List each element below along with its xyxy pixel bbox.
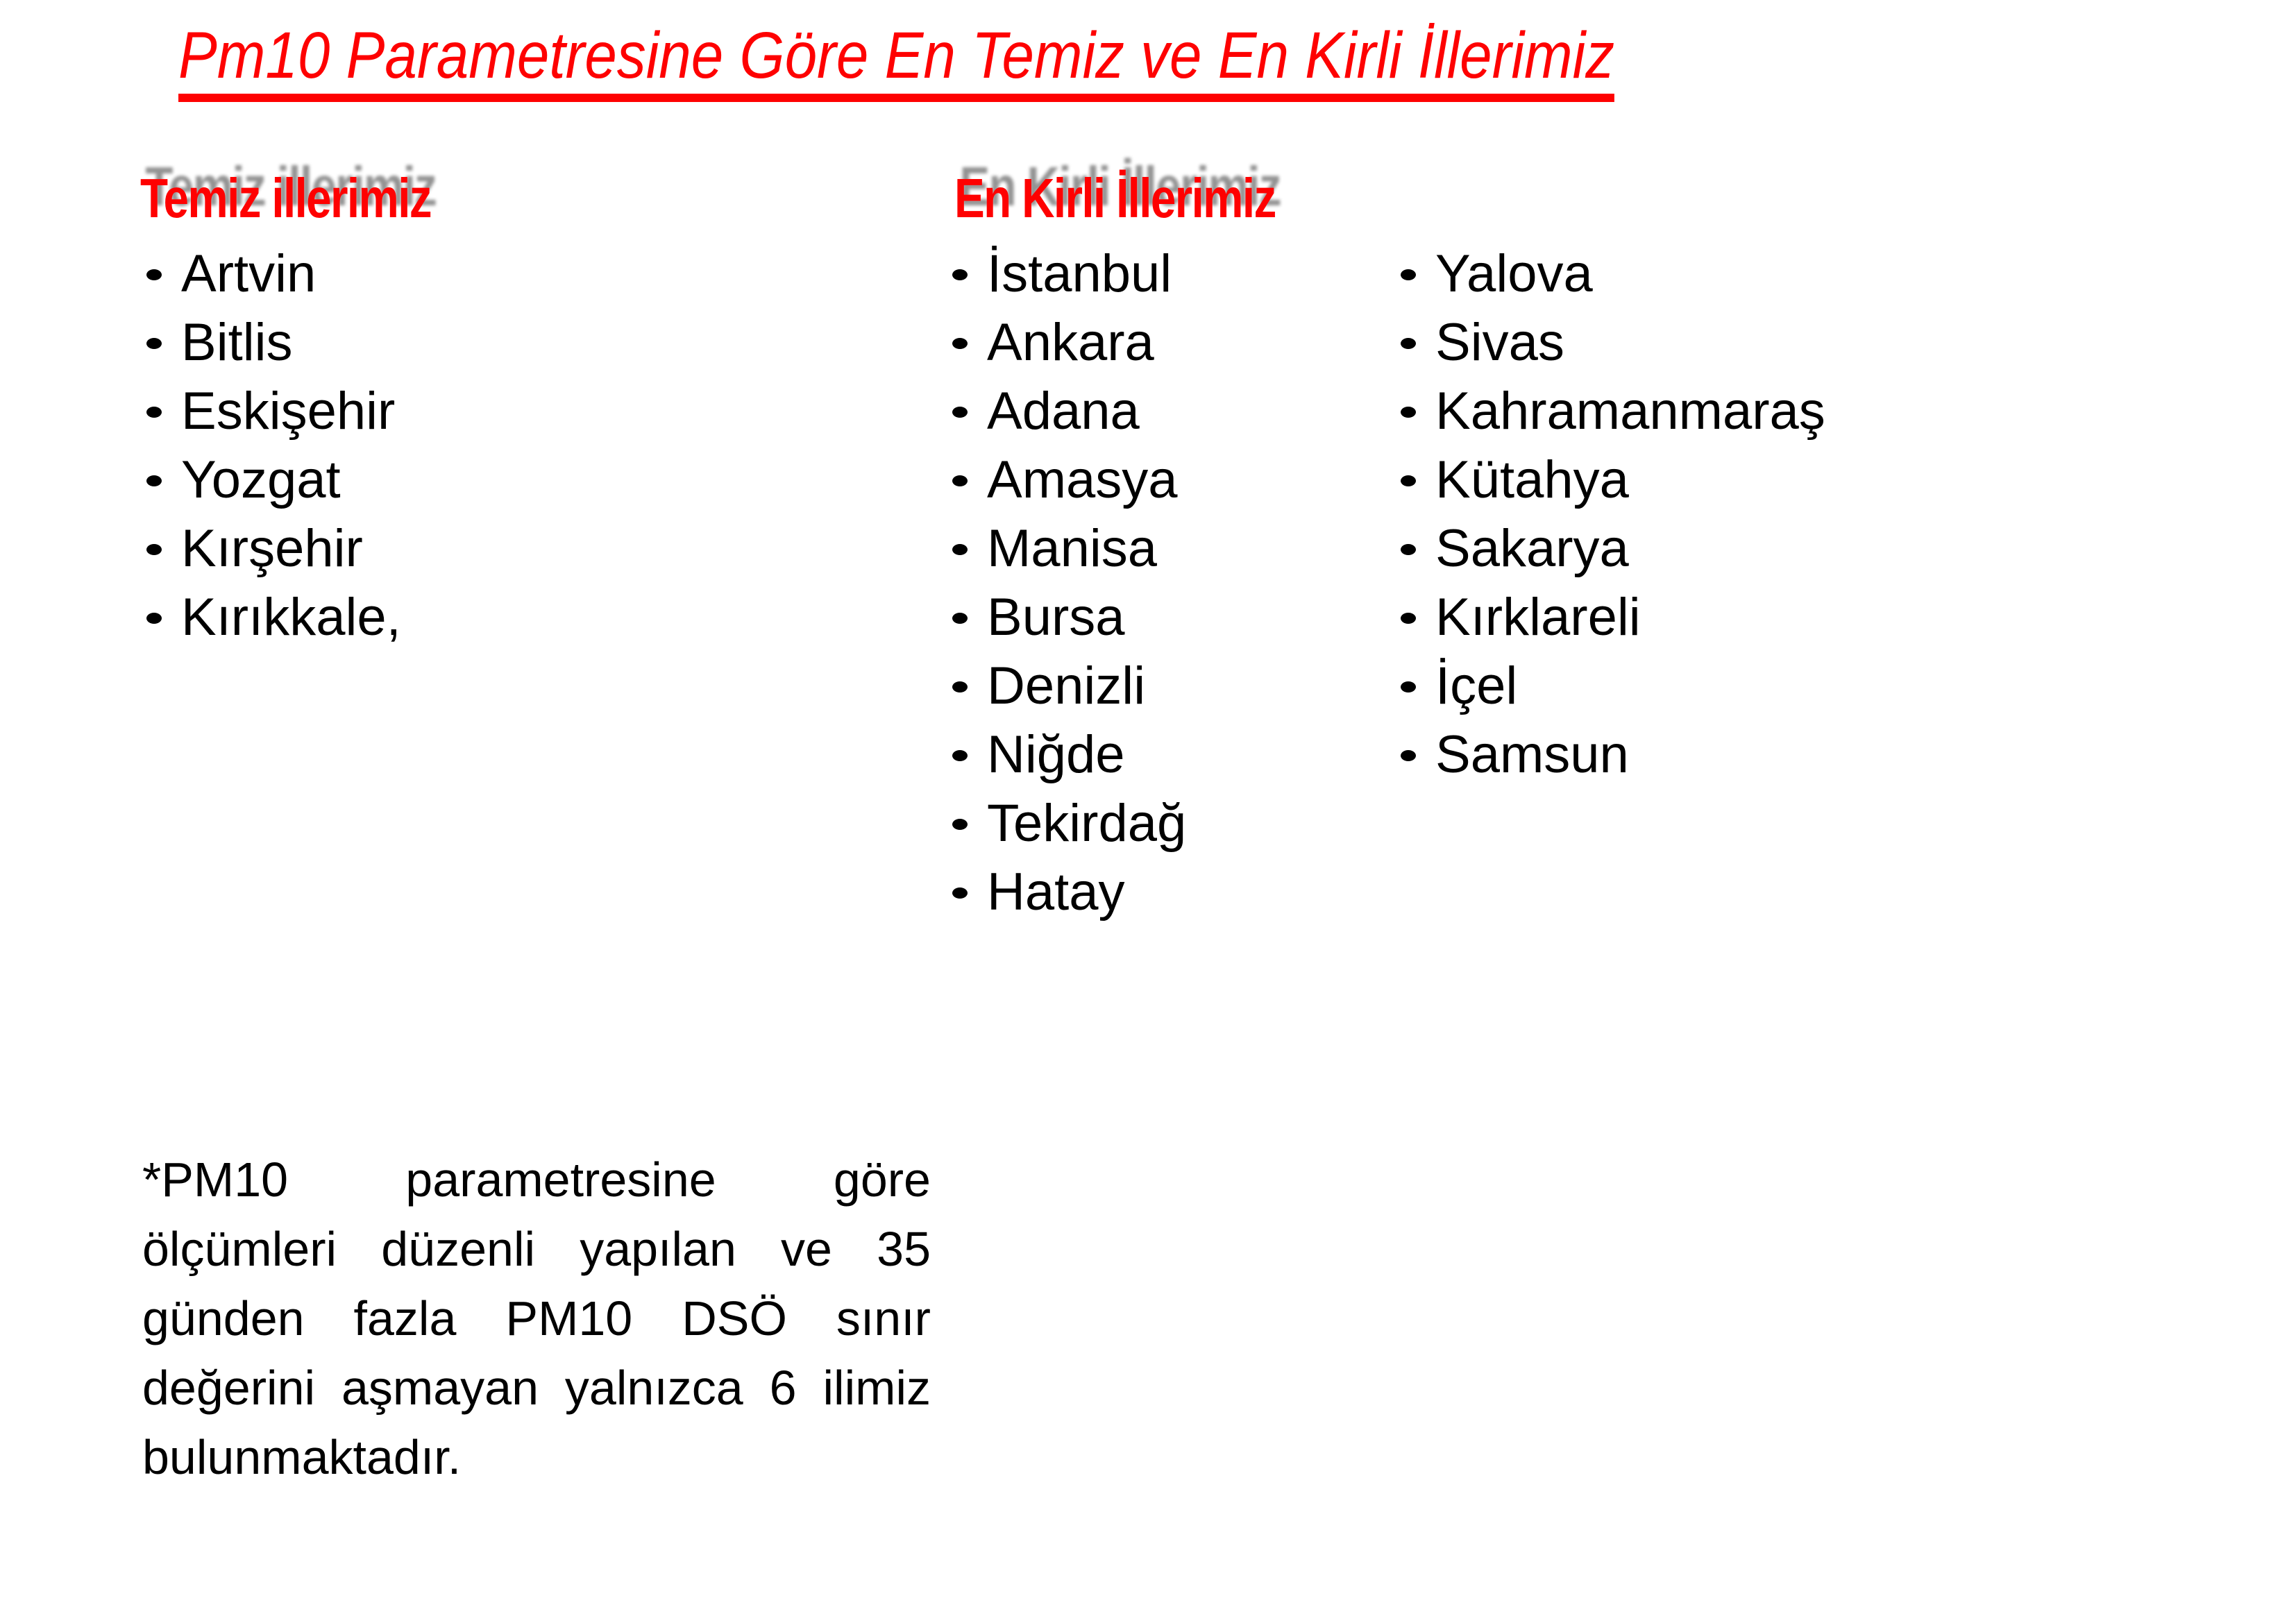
bullet-icon [1401, 338, 1416, 349]
bullet-icon [952, 475, 968, 486]
bullet-icon [1401, 407, 1416, 418]
list-item [948, 308, 1186, 377]
bullet-icon [146, 544, 162, 555]
footnote-line: *PM10 parametresine göre [142, 1153, 931, 1207]
list-item [142, 583, 401, 652]
bullet-icon [952, 407, 968, 418]
list-item [142, 239, 401, 308]
bullet-icon [146, 338, 162, 349]
list-item [1396, 308, 1825, 377]
province-label: Kahramanmaraş [1435, 382, 1825, 441]
list-item [948, 239, 1186, 308]
footnote-line: ölçümleri düzenli yapılan ve 35 [142, 1222, 931, 1276]
list-item [1396, 652, 1825, 720]
list-item [1396, 514, 1825, 583]
bullet-icon [1401, 750, 1416, 761]
list-item [142, 377, 401, 445]
province-label: Eskişehir [181, 382, 396, 441]
clean-provinces-list [142, 239, 401, 652]
footnote [142, 1145, 931, 1492]
province-label: Bursa [987, 588, 1125, 647]
bullet-icon [952, 887, 968, 899]
list-item [948, 858, 1186, 926]
list-item [948, 377, 1186, 445]
polluted-provinces-list-right [1396, 239, 1825, 789]
bullet-icon [952, 819, 968, 830]
list-item [1396, 239, 1825, 308]
bullet-icon [1401, 681, 1416, 692]
list-item [948, 789, 1186, 858]
province-label: Hatay [987, 863, 1125, 921]
bullet-icon [1401, 269, 1416, 280]
bullet-icon [146, 613, 162, 624]
province-label: Adana [987, 382, 1140, 441]
province-label: Kırşehir [181, 519, 363, 578]
list-item [142, 445, 401, 514]
list-item [948, 514, 1186, 583]
bullet-icon [146, 475, 162, 486]
bullet-icon [1401, 475, 1416, 486]
footnote-line: günden fazla PM10 DSÖ sınır [142, 1291, 931, 1345]
list-item [142, 308, 401, 377]
heading-polluted-provinces: En Kirli İllerimiz [954, 167, 1276, 229]
province-label: Bitlis [181, 313, 293, 372]
province-label: İçel [1435, 656, 1518, 715]
province-label: Amasya [987, 450, 1178, 509]
list-item [1396, 445, 1825, 514]
bullet-icon [952, 338, 968, 349]
province-label: Ankara [987, 313, 1154, 372]
bullet-icon [952, 681, 968, 692]
province-label: Denizli [987, 656, 1146, 715]
province-label: Tekirdağ [987, 794, 1187, 853]
list-item [948, 720, 1186, 789]
list-item [1396, 377, 1825, 445]
polluted-provinces-list-left [948, 239, 1186, 926]
footnote-line: bulunmaktadır. [142, 1430, 462, 1484]
heading-clean-provinces: Temiz illerimiz [140, 167, 431, 229]
province-label: Yozgat [181, 450, 341, 509]
list-item [142, 514, 401, 583]
list-item [948, 583, 1186, 652]
list-item [1396, 720, 1825, 789]
slide-title: Pm10 Parametresine Göre En Temiz ve En Kirli İllerimiz [178, 18, 1614, 102]
bullet-icon [952, 544, 968, 555]
bullet-icon [952, 613, 968, 624]
province-label: Artvin [181, 244, 316, 303]
province-label: Kütahya [1435, 450, 1629, 509]
list-item [1396, 583, 1825, 652]
bullet-icon [1401, 613, 1416, 624]
bullet-icon [146, 407, 162, 418]
province-label: Manisa [987, 519, 1157, 578]
province-label: İstanbul [987, 244, 1172, 303]
list-item [948, 652, 1186, 720]
province-label: Yalova [1435, 244, 1593, 303]
province-label: Niğde [987, 725, 1125, 784]
province-label: Sakarya [1435, 519, 1629, 578]
province-label: Kırklareli [1435, 588, 1641, 647]
bullet-icon [952, 750, 968, 761]
bullet-icon [1401, 544, 1416, 555]
province-label: Samsun [1435, 725, 1629, 784]
bullet-icon [952, 269, 968, 280]
province-label: Sivas [1435, 313, 1564, 372]
footnote-line: değerini aşmayan yalnızca 6 ilimiz [142, 1361, 931, 1415]
list-item [948, 445, 1186, 514]
province-label: Kırıkkale, [181, 588, 401, 647]
bullet-icon [146, 269, 162, 280]
